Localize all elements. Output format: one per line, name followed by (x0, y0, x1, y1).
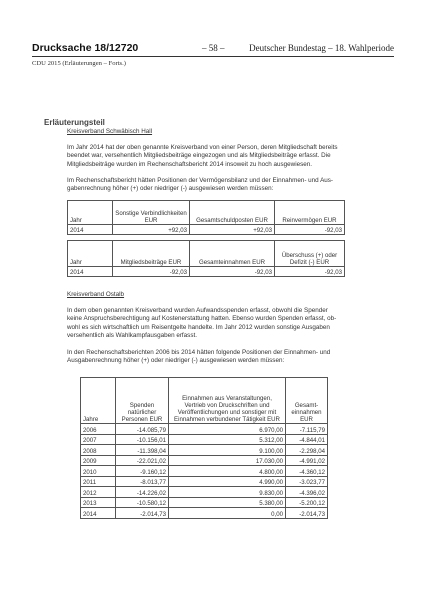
kv2-paragraph-1 (67, 307, 336, 341)
text-line: Mitgliedsbeiträge wurden im Rechenschaftsbericht 2014 insoweit zu hoch ausgewiesen. (67, 160, 313, 168)
col-header: Spenden natürlicher Personen EUR (116, 378, 169, 424)
table-row (81, 434, 328, 445)
table-row (81, 445, 328, 456)
table-cell: -22.021,02 (116, 455, 169, 466)
table-cell: -92,03 (275, 267, 345, 277)
text-line: wohl es sich wirtschaftlich um Reisentgelte handelte. Im Jahr 2012 wurden sonstige Ausgaben (67, 323, 330, 331)
table-cell: -4.991,02 (286, 455, 328, 466)
table-cell: 9.100,00 (169, 445, 286, 456)
table-cell: -14.226,02 (116, 487, 169, 498)
table-row (81, 508, 328, 519)
col-header: Gesamtschuldposten EUR (190, 201, 275, 225)
table-header-row (68, 201, 345, 225)
table-cell: -2.014,73 (116, 508, 169, 519)
table-income (67, 240, 345, 277)
table-cell: -92,03 (275, 225, 345, 235)
text-line: In den Rechenschaftsberichten 2006 bis 2014 hätten folgende Positionen der Einnahmen- und (67, 349, 331, 356)
table-cell: -92,03 (113, 267, 190, 277)
table-cell: 0,00 (169, 508, 286, 519)
col-header: Jahre (81, 378, 116, 424)
table-cell: 17.030,00 (169, 455, 286, 466)
table-cell: -3.023,77 (286, 476, 328, 487)
page-header (32, 42, 394, 55)
table-cell: 2012 (81, 487, 116, 498)
col-header: Mitgliedsbeiträge EUR (113, 241, 190, 267)
kv1-title: Kreisverband Schwäbisch Hall (67, 128, 153, 135)
page-number: – 58 – (202, 43, 225, 53)
table-balance (67, 200, 345, 235)
table-cell: -2.298,04 (286, 445, 328, 456)
section-title: Erläuterungsteil (44, 118, 105, 127)
table-row (81, 497, 328, 508)
table-cell: 2006 (81, 424, 116, 435)
table-cell: -2.014,73 (286, 508, 328, 519)
kv2-title: Kreisverband Ostalb (67, 291, 125, 298)
table-row (81, 466, 328, 477)
table-cell: 2014 (81, 508, 116, 519)
col-header: Überschuss (+) oder Defizit (-) EUR (275, 241, 345, 267)
kv1-paragraph-1 (67, 144, 338, 169)
col-header: Jahr (68, 241, 113, 267)
text-line: Im Rechenschaftsbericht hätten Positionen der Vermögensbilanz und der Einnahmen- und Aus- (67, 177, 334, 184)
col-header: Gesamt-einnahmen EUR (286, 378, 328, 424)
col-header: Gesamteinnahmen EUR (190, 241, 275, 267)
text-line: keine Anspruchsberechtigung auf Kostenerstattung hatten. Ebenso wurden Spenden erfasst, ob- (67, 315, 337, 323)
table-cell: -4.360,12 (286, 466, 328, 477)
table-cell: -92,03 (190, 267, 275, 277)
text-line: Ausgabenrechnung höher (+) oder niedriger (-) ausgewiesen werden müssen: (67, 357, 285, 365)
table-cell: 2009 (81, 455, 116, 466)
col-header: Sonstige Verbindlichkeiten EUR (113, 201, 190, 225)
table-cell: 2008 (81, 445, 116, 456)
table-cell: 6.970,00 (169, 424, 286, 435)
table-cell: -10.580,12 (116, 497, 169, 508)
table-cell: -4.396,02 (286, 487, 328, 498)
document-number: Drucksache 18/12720 (32, 42, 139, 54)
subheader: CDU 2015 (Erläuterungen – Forts.) (32, 60, 126, 67)
table-header-row (68, 241, 345, 267)
table-header-row (81, 378, 328, 424)
table-cell: 2013 (81, 497, 116, 508)
table-cell: -14.085,79 (116, 424, 169, 435)
table-cell: -7.115,79 (286, 424, 328, 435)
parliament-period: Deutscher Bundestag – 18. Wahlperiode (249, 43, 394, 53)
table-row (68, 225, 345, 235)
table-cell: +92,03 (190, 225, 275, 235)
text-line: In dem oben genannten Kreisverband wurden Aufwandsspenden erfasst, obwohl die Spender (67, 307, 328, 314)
table-cell: -9.160,12 (116, 466, 169, 477)
table-cell: 4.990,00 (169, 476, 286, 487)
table-cell: 5.312,00 (169, 434, 286, 445)
table-cell: +92,03 (113, 225, 190, 235)
table-cell: -5.200,12 (286, 497, 328, 508)
table-row (68, 267, 345, 277)
table-row (81, 424, 328, 435)
table-cell: -4.844,01 (286, 434, 328, 445)
header-rule (32, 56, 394, 57)
text-line: Im Jahr 2014 hat der oben genannte Kreisverband von einer Person, deren Mitgliedschaft bereits (67, 144, 338, 151)
col-header: Reinvermögen EUR (275, 201, 345, 225)
text-line: beendet war, versehentlich Mitgliedsbeiträge eingezogen und als Mitgliedsbeiträge erfasst. Die (67, 152, 331, 160)
table-cell: 2010 (81, 466, 116, 477)
kv2-paragraph-2 (67, 349, 330, 366)
table-cell: 2014 (68, 225, 113, 235)
text-line: gabenrechnung höher (+) oder niedriger (-) ausgewiesen werden müssen: (67, 185, 274, 193)
table-row (81, 487, 328, 498)
table-cell: 4.800,00 (169, 466, 286, 477)
table-body (81, 424, 328, 519)
table-cell: 2007 (81, 434, 116, 445)
kv1-paragraph-2 (67, 177, 333, 194)
table-row (81, 476, 328, 487)
table-row (81, 455, 328, 466)
text-line: versehentlich als Wahlkampfausgaben erfasst. (67, 332, 197, 340)
table-cell: 9.830,00 (169, 487, 286, 498)
table-cell: -11.398,04 (116, 445, 169, 456)
col-header: Jahr (68, 201, 113, 225)
table-cell: -8.013,77 (116, 476, 169, 487)
table-cell: 2014 (68, 267, 113, 277)
table-cell: 5.380,00 (169, 497, 286, 508)
table-ostalb (80, 377, 328, 519)
table-cell: 2011 (81, 476, 116, 487)
col-header: Einnahmen aus Veranstaltungen, Vertrieb von Druckschriften und Veröffentlichungen und sonstiger mit Einnahmen verbundener Tätigkeit EUR (169, 378, 286, 424)
table-cell: -10.156,01 (116, 434, 169, 445)
